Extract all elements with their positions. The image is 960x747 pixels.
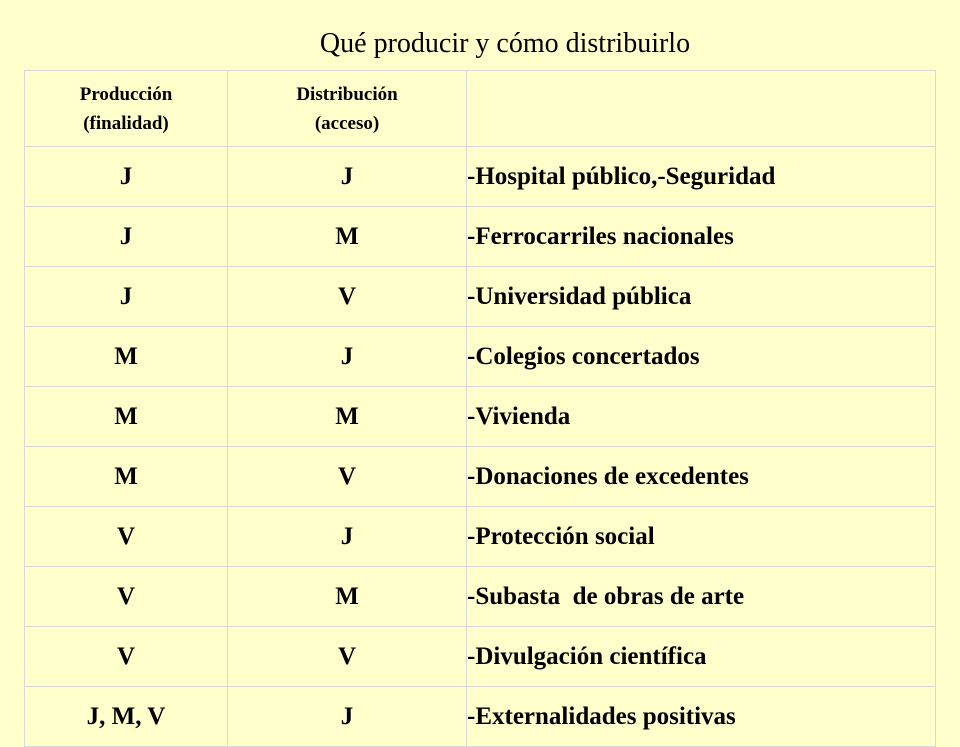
cell-ejemplo: -Donaciones de excedentes bbox=[467, 447, 936, 507]
header-produccion-line2: (finalidad) bbox=[83, 112, 169, 134]
table-row bbox=[25, 627, 936, 687]
cell-ejemplo: -Protección social bbox=[467, 507, 936, 567]
table-row bbox=[25, 147, 936, 207]
table-row bbox=[25, 567, 936, 627]
cell-produccion: M bbox=[25, 447, 228, 507]
cell-produccion: M bbox=[25, 387, 228, 447]
table-row bbox=[25, 447, 936, 507]
table-row bbox=[25, 327, 936, 387]
header-produccion-line1: Producción bbox=[79, 83, 173, 105]
cell-ejemplo: -Hospital público,-Seguridad bbox=[467, 147, 936, 207]
header-distribucion-line2: (acceso) bbox=[314, 112, 380, 134]
cell-distribucion: M bbox=[228, 207, 467, 267]
cell-distribucion: V bbox=[228, 627, 467, 687]
table-row bbox=[25, 387, 936, 447]
cell-produccion: J bbox=[25, 267, 228, 327]
table-row bbox=[25, 507, 936, 567]
cell-ejemplo: -Externalidades positivas bbox=[467, 687, 936, 747]
header-distribucion-line1: Distribución bbox=[296, 83, 398, 105]
header-distribucion bbox=[228, 71, 467, 147]
cell-distribucion: J bbox=[228, 327, 467, 387]
cell-ejemplo: -Ferrocarriles nacionales bbox=[467, 207, 936, 267]
cell-produccion: J, M, V bbox=[25, 687, 228, 747]
cell-produccion: J bbox=[25, 147, 228, 207]
slide-title: Qué producir y cómo distribuirlo bbox=[319, 28, 691, 59]
production-distribution-table bbox=[24, 70, 936, 747]
cell-distribucion: M bbox=[228, 387, 467, 447]
table-row bbox=[25, 267, 936, 327]
table-row bbox=[25, 687, 936, 747]
cell-ejemplo: -Subasta de obras de arte bbox=[467, 567, 936, 627]
cell-distribucion: M bbox=[228, 567, 467, 627]
cell-ejemplo: -Vivienda bbox=[467, 387, 936, 447]
cell-produccion: V bbox=[25, 627, 228, 687]
header-ejemplo bbox=[467, 71, 936, 147]
cell-produccion: J bbox=[25, 207, 228, 267]
header-produccion bbox=[25, 71, 228, 147]
cell-distribucion: J bbox=[228, 507, 467, 567]
table-row bbox=[25, 207, 936, 267]
cell-ejemplo: -Divulgación científica bbox=[467, 627, 936, 687]
table-header-row bbox=[25, 71, 936, 147]
cell-distribucion: J bbox=[228, 147, 467, 207]
cell-distribucion: J bbox=[228, 687, 467, 747]
cell-produccion: V bbox=[25, 507, 228, 567]
cell-ejemplo: -Colegios concertados bbox=[467, 327, 936, 387]
cell-produccion: M bbox=[25, 327, 228, 387]
cell-produccion: V bbox=[25, 567, 228, 627]
cell-distribucion: V bbox=[228, 267, 467, 327]
cell-ejemplo: -Universidad pública bbox=[467, 267, 936, 327]
cell-distribucion: V bbox=[228, 447, 467, 507]
